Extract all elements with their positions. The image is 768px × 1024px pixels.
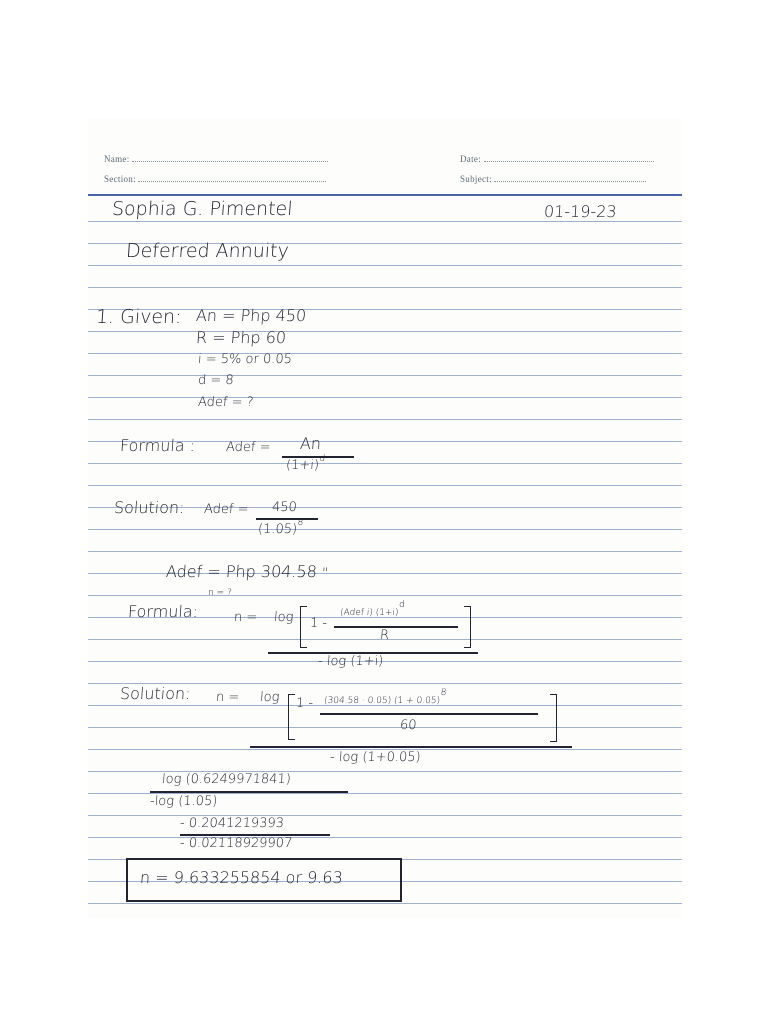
student-name: Sophia G. Pimentel [111, 198, 294, 220]
ruled-line [88, 903, 682, 904]
formula2-denominator: R [379, 628, 390, 643]
formula2-bottom: - log (1+i) [317, 654, 384, 669]
section-dotted-line [138, 175, 326, 182]
exponent: d [398, 600, 406, 610]
ruled-line [88, 661, 682, 662]
left-bracket [300, 606, 307, 648]
fraction-bar [334, 626, 458, 628]
formula2-lhs: n = [233, 610, 258, 625]
solution-numerator: 450 [271, 500, 298, 515]
ruled-line [88, 463, 682, 464]
header-rule [88, 194, 682, 196]
solution2-lhs: n = [215, 690, 240, 705]
formula-lhs: Adef = [225, 440, 272, 455]
date-dotted-line [484, 155, 654, 162]
given-deferral: d = 8 [197, 373, 235, 388]
subject-label: Subject: [460, 174, 492, 184]
ruled-line [88, 331, 682, 332]
ruled-line [88, 595, 682, 596]
given-r: R = Php 60 [195, 328, 287, 347]
answer-box [126, 858, 402, 902]
name-label: Name: [104, 154, 130, 164]
solution-denominator: $(1.05)^8$ [257, 518, 304, 537]
formula2-numerator: (Adef i) (1+i)d [339, 600, 406, 618]
formula-numerator: An [299, 434, 322, 453]
fraction-bar [150, 791, 348, 793]
ruled-line [88, 529, 682, 530]
step-log-numerator: log (0.6249971841) [161, 772, 292, 787]
ruled-line [88, 397, 682, 398]
topic-title: Deferred Annuity [125, 240, 290, 262]
ruled-line [88, 815, 682, 816]
unknown-n: n = ? [207, 588, 233, 598]
ruled-line [88, 551, 682, 552]
exponent: 8 [440, 688, 447, 698]
result-mark: " [321, 566, 329, 581]
ruled-line [88, 265, 682, 266]
formula2-one: 1 - [309, 616, 328, 631]
date-field [460, 154, 654, 164]
final-answer: n = 9.633255854 or 9.63 [139, 868, 344, 887]
formula2-log: log [273, 610, 294, 625]
result-adef: Adef = Php 304.58 " [165, 562, 329, 581]
ruled-line [88, 837, 682, 838]
subject-field [460, 174, 646, 184]
solution-label: Solution: [113, 498, 186, 517]
worksheet-date: 01-19-23 [543, 202, 618, 221]
ruled-line [88, 287, 682, 288]
main-fraction-bar [250, 746, 572, 748]
formula2-label: Formula: [127, 602, 199, 621]
left-bracket [288, 694, 295, 740]
step-log-denominator: -log (1.05) [149, 794, 218, 809]
given-rate: i = 5% or 0.05 [197, 352, 293, 367]
section-field [104, 174, 326, 184]
solution2-numerator: (304.58 · 0.05) (1 + 0.05)8 [323, 688, 447, 706]
right-bracket [464, 606, 471, 648]
date-label: Date: [460, 154, 481, 164]
ruled-line [88, 419, 682, 420]
solution-lhs: Adef = [203, 502, 250, 517]
solution2-denominator: 60 [399, 718, 418, 733]
fraction-bar [256, 518, 318, 520]
formula-label: Formula : [119, 436, 196, 455]
solution2-bottom: - log (1+0.05) [329, 750, 422, 765]
exponent: 8 [297, 518, 304, 528]
solution2-label: Solution: [119, 684, 192, 703]
step-value-numerator: - 0.2041219393 [179, 816, 285, 831]
ruled-line [88, 485, 682, 486]
given-adef: Adef = ? [197, 395, 255, 410]
ruled-line [88, 221, 682, 222]
given-an: An = Php 450 [195, 306, 307, 325]
fraction-bar [320, 713, 538, 715]
notebook-page [88, 118, 682, 918]
name-field [104, 154, 328, 164]
ruled-line [88, 353, 682, 354]
formula-denominator: $(1+i)^d$ [285, 454, 326, 473]
name-dotted-line [132, 155, 328, 162]
exponent: d [319, 454, 326, 464]
solution2-one: 1 - [295, 696, 314, 711]
solution2-log: log [259, 690, 280, 705]
ruled-line [88, 375, 682, 376]
subject-dotted-line [494, 175, 646, 182]
section-label: Section: [104, 174, 136, 184]
step-value-denominator: - 0.02118929907 [179, 836, 293, 851]
given-label: 1. Given: [95, 306, 183, 328]
right-bracket [550, 694, 557, 742]
ruled-line [88, 727, 682, 728]
